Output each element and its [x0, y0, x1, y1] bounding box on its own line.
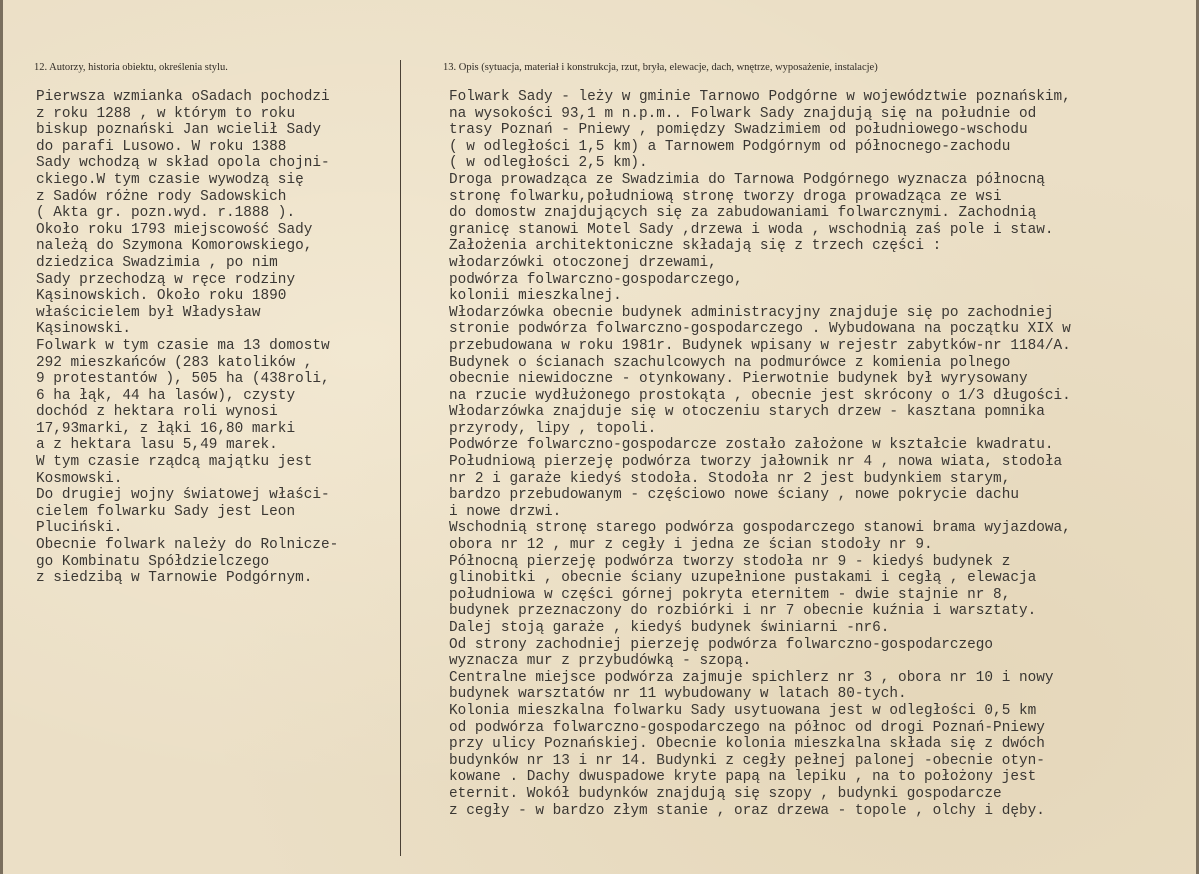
text-line: właścicielem był Władysław: [36, 304, 261, 321]
text-line: Folwark Sady - leży w gminie Tarnowo Podgórne w województwie poznańskim,: [449, 89, 1071, 105]
text-line: Sady wchodzą w skład opola chojni-: [36, 155, 330, 172]
text-line: Włodarzówka znajduje się w otoczeniu starych drzew - kasztana pomnika: [449, 404, 1045, 421]
text-line: Sady przechodzą w ręce rodziny: [36, 271, 296, 288]
text-line: Kąsinowskich. Około roku 1890: [36, 288, 287, 305]
text-line: z cegły - w bardzo złym stanie , oraz drzewa - topole , olchy i dęby.: [449, 802, 1045, 819]
text-line: biskup poznański Jan wcielił Sady: [36, 122, 321, 139]
column-divider: [400, 60, 401, 856]
text-line: dochód z hektara roli wynosi: [36, 404, 278, 421]
text-line: ( w odległości 2,5 km).: [449, 155, 648, 172]
text-line: 6 ha łąk, 44 ha lasów), czysty: [36, 387, 296, 404]
text-line: glinobitki , obecnie ściany uzupełnione pustakami i cegłą , elewacja: [449, 570, 1037, 587]
text-line: włodarzówki otoczonej drzewami,: [449, 254, 717, 271]
text-line: Obecnie folwark należy do Rolnicze-: [36, 537, 339, 554]
text-line: granicę stanowi Motel Sady ,drzewa i woda , wschodnią zaś pole i staw.: [449, 221, 1054, 238]
text-line: Kosmowski.: [36, 470, 123, 487]
text-line: 292 mieszkańców (283 katolików ,: [36, 354, 313, 371]
text-line: Od strony zachodniej pierzeję podwórza folwarczno-gospodarczego: [449, 636, 994, 653]
text-line: cielem folwarku Sady jest Leon: [36, 503, 296, 520]
text-line: Kolonia mieszkalna folwarku Sady usytuowana jest w odległości 0,5 km: [449, 702, 1037, 719]
text-line: z siedzibą w Tarnowie Podgórnym.: [36, 570, 313, 587]
text-line: Kąsinowski.: [36, 321, 131, 338]
text-line: W tym czasie rządcą majątku jest: [36, 454, 313, 471]
section-13-text: [449, 89, 1071, 819]
text-line: Podwórze folwarczno-gospodarcze zostało założone w kształcie kwadratu.: [449, 437, 1054, 454]
text-line: budynek warsztatów nr 11 wybudowany w latach 80-tych.: [449, 686, 907, 703]
text-line: Wschodnią stronę starego podwórza gospodarczego stanowi brama wyjazdowa,: [449, 520, 1071, 537]
text-line: eternit. Wokół budynków znajdują się szopy , budynki gospodarcze: [449, 785, 1002, 802]
text-line: do parafi Lusowo. W roku 1388: [36, 138, 287, 155]
text-line: podwórza folwarczno-gospodarczego,: [449, 271, 743, 288]
text-line: bardzo przebudowanym - częściowo nowe ściany , nowe pokrycie dachu: [449, 487, 1019, 504]
text-line: Pluciński.: [36, 520, 123, 537]
text-line: Centralne miejsce podwórza zajmuje spichlerz nr 3 , obora nr 10 i nowy: [449, 669, 1054, 686]
text-line: stronę folwarku,południową stronę tworzy droga prowadząca ze wsi: [449, 188, 1002, 205]
text-line: przebudowana w roku 1981r. Budynek wpisany w rejestr zabytków-nr 1184/A.: [449, 337, 1071, 354]
text-line: ckiego.W tym czasie wywodzą się: [36, 171, 304, 188]
text-line: Włodarzówka obecnie budynek administracyjny znajduje się po zachodniej: [449, 304, 1054, 321]
text-line: nr 2 i garaże kiedyś stodoła. Stodoła nr 2 jest budynkiem starym,: [449, 470, 1011, 487]
text-line: budynek przeznaczony do rozbiórki i nr 7 obecnie kuźnia i warsztaty.: [449, 603, 1037, 620]
text-line: Folwark w tym czasie ma 13 domostw: [36, 337, 330, 354]
text-line: ( Akta gr. pozn.wyd. r.1888 ).: [36, 205, 296, 222]
text-line: południowa w części górnej pokryta eternitem - dwie stajnie nr 8,: [449, 586, 1011, 603]
page-edge-left: [0, 0, 3, 874]
text-line: trasy Poznań - Pniewy , pomiędzy Swadzimiem od południowego-wschodu: [449, 122, 1028, 139]
section-13-heading: 13. Opis (sytuacja, materiał i konstrukcja, rzut, bryła, elewacje, dach, wnętrze, wyposażenie, instalacje): [443, 62, 878, 73]
text-line: Do drugiej wojny światowej właści-: [36, 487, 330, 504]
text-line: na wysokości 93,1 m n.p.m.. Folwark Sady znajdują się na południe od: [449, 105, 1037, 122]
text-line: należą do Szymona Komorowskiego,: [36, 238, 313, 255]
text-line: ( w odległości 1,5 km) a Tarnowem Podgórnym od północnego-zachodu: [449, 138, 1011, 155]
text-line: Droga prowadząca ze Swadzimia do Tarnowa Podgórnego wyznacza północną: [449, 171, 1045, 188]
text-line: go Kombinatu Spółdzielczego: [36, 553, 270, 570]
text-line: Założenia architektoniczne składają się z trzech części :: [449, 238, 942, 255]
text-line: Dalej stoją garaże , kiedyś budynek świniarni -nr6.: [449, 620, 890, 636]
text-line: stronie podwórza folwarczno-gospodarczego . Wybudowana na początku XIX w: [449, 321, 1071, 338]
text-line: 9 protestantów ), 505 ha (438roli,: [36, 371, 330, 388]
text-line: kolonii mieszkalnej.: [449, 288, 622, 305]
text-line: Około roku 1793 miejscowość Sady: [36, 221, 313, 238]
text-line: 17,93marki, z łąki 16,80 marki: [36, 420, 296, 437]
text-line: Północną pierzeję podwórza tworzy stodoła nr 9 - kiedyś budynek z: [449, 553, 1011, 570]
section-12-text: [36, 89, 338, 587]
text-line: Pierwsza wzmianka oSadach pochodzi: [36, 89, 330, 105]
text-line: do domostw znajdujących się za zabudowaniami folwarcznymi. Zachodnią: [449, 205, 1037, 222]
text-line: z roku 1288 , w którym to roku: [36, 105, 296, 122]
text-line: i nowe drzwi.: [449, 503, 562, 520]
text-line: obora nr 12 , mur z cegły i jedna ze ścian stodoły nr 9.: [449, 537, 933, 554]
text-line: dziedzica Swadzimia , po nim: [36, 254, 278, 271]
text-line: budynków nr 13 i nr 14. Budynki z cegły pełnej palonej -obecnie otyn-: [449, 752, 1045, 769]
text-line: przy ulicy Poznańskiej. Obecnie kolonia mieszkalna składa się z dwóch: [449, 736, 1045, 753]
text-line: od podwórza folwarczno-gospodarczego na północ od drogi Poznań-Pniewy: [449, 719, 1045, 736]
section-12-heading: 12. Autorzy, historia obiektu, określenia stylu.: [34, 62, 228, 73]
text-line: przyrody, lipy , topoli.: [449, 420, 657, 437]
text-line: z Sadów różne rody Sadowskich: [36, 188, 287, 205]
text-line: kowane . Dachy dwuspadowe kryte papą na lepiku , na to położony jest: [449, 769, 1037, 786]
text-line: na rzucie wydłużonego prostokąta , obecnie jest skrócony o 1/3 długości.: [449, 387, 1071, 404]
text-line: Budynek o ścianach szachulcowych na podmurówce z komienia polnego: [449, 354, 1011, 371]
text-line: obecnie niewidoczne - otynkowany. Pierwotnie budynek był wyrysowany: [449, 371, 1028, 388]
text-line: wyznacza mur z przybudówką - szopą.: [449, 653, 752, 670]
text-line: Południową pierzeję podwórza tworzy jałownik nr 4 , nowa wiata, stodoła: [449, 454, 1063, 471]
text-line: a z hektara lasu 5,49 marek.: [36, 437, 278, 454]
